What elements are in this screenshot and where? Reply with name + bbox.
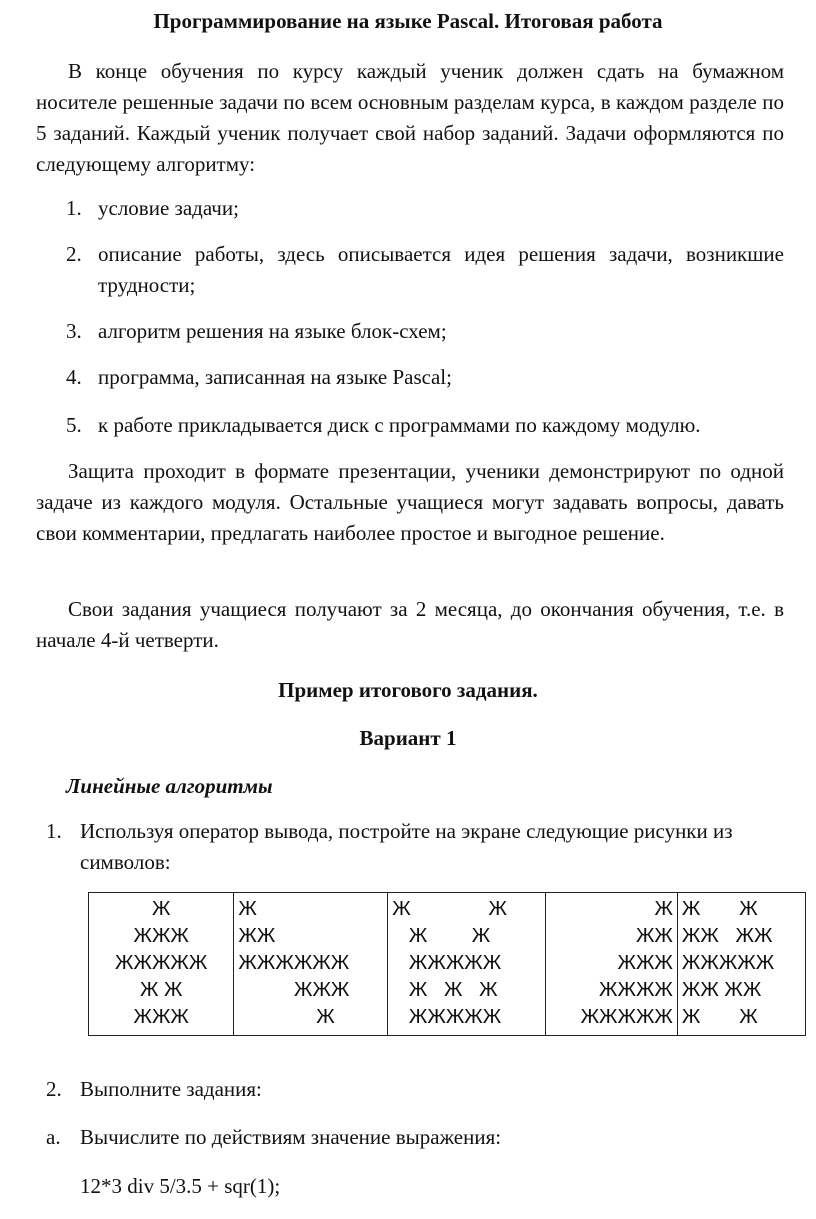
- variant-heading: Вариант 1: [359, 726, 457, 750]
- section-heading: Линейные алгоритмы: [66, 774, 273, 798]
- pattern-line: ЖЖ ЖЖ: [681, 925, 773, 947]
- pattern-line: ЖЖЖЖЖ: [392, 1006, 502, 1028]
- pattern-line: ЖЖЖЖЖЖ: [238, 952, 350, 974]
- task-text: Вычислите по действиям значение выражения:: [80, 1125, 502, 1149]
- document-title: Программирование на языке Pascal. Итоговая работа: [153, 9, 663, 33]
- pattern-cell-2: [234, 893, 388, 1036]
- pattern-line: ЖЖЖЖЖ: [115, 952, 208, 974]
- list-number: 2.: [66, 242, 82, 266]
- pattern-line: ЖЖЖЖЖ: [580, 1006, 673, 1028]
- pattern-cell-3: [388, 893, 546, 1036]
- symbol-patterns-table: [88, 892, 806, 1036]
- pattern-line: ЖЖ: [238, 925, 276, 947]
- list-item: [66, 362, 784, 393]
- list-item: [66, 193, 784, 224]
- pattern-line: ЖЖЖ: [238, 979, 350, 1001]
- pattern-line: Ж Ж: [139, 979, 183, 1001]
- task-number: 2.: [46, 1077, 62, 1101]
- task-a: [46, 1122, 784, 1153]
- deadline-paragraph: Свои задания учащиеся получают за 2 месяца, до окончания обучения, т.е. в начале 4-й четверти.: [36, 597, 784, 652]
- task-2: [46, 1074, 784, 1105]
- list-item: [66, 410, 784, 441]
- pattern-line: ЖЖЖ: [133, 925, 189, 947]
- pattern-cell-1: [89, 893, 234, 1036]
- pattern-line: ЖЖЖ: [617, 952, 673, 974]
- pattern-line: Ж Ж: [392, 898, 507, 920]
- defense-paragraph: Защита проходит в формате презентации, ученики демонстрируют по одной задаче из каждого модуля. Остальные учащиеся могут задавать вопросы, давать свои комментарии, предлагать наиболее простое и выгодное решение.: [36, 459, 784, 545]
- pattern-line: Ж Ж: [392, 925, 491, 947]
- expression: 12*3 div 5/3.5 + sqr(1);: [80, 1174, 281, 1198]
- task-letter: a.: [46, 1125, 61, 1149]
- pattern-line: ЖЖЖЖЖ: [681, 952, 775, 974]
- table-row: [89, 893, 806, 1036]
- pattern-line: ЖЖ: [635, 925, 673, 947]
- list-text: описание работы, здесь описывается идея решения задачи, возникшие трудности;: [98, 242, 784, 297]
- pattern-line: Ж Ж: [681, 898, 758, 920]
- task-1: [46, 816, 784, 878]
- pattern-line: ЖЖЖЖ: [599, 979, 673, 1001]
- example-heading: Пример итогового задания.: [278, 678, 538, 702]
- list-number: 5.: [66, 413, 82, 437]
- pattern-line: Ж Ж Ж: [392, 979, 498, 1001]
- list-text: условие задачи;: [98, 196, 239, 220]
- task-number: 1.: [46, 819, 62, 843]
- pattern-line: ЖЖЖЖЖ: [392, 952, 502, 974]
- list-number: 4.: [66, 365, 82, 389]
- pattern-cell-5: [677, 893, 805, 1036]
- pattern-cell-4: [546, 893, 678, 1036]
- pattern-line: Ж: [238, 1006, 335, 1028]
- pattern-line: Ж: [151, 898, 171, 920]
- task-text: Используя оператор вывода, постройте на экране следующие рисунки из символов:: [80, 819, 733, 874]
- list-item: [66, 239, 784, 301]
- list-text: к работе прикладывается диск с программами по каждому модулю.: [98, 413, 701, 437]
- list-number: 3.: [66, 319, 82, 343]
- list-text: программа, записанная на языке Pascal;: [98, 365, 452, 389]
- pattern-line: Ж: [654, 898, 673, 920]
- pattern-line: Ж Ж: [681, 1006, 758, 1028]
- pattern-line: Ж: [238, 898, 257, 920]
- pattern-line: ЖЖ ЖЖ: [681, 979, 762, 1001]
- list-number: 1.: [66, 196, 82, 220]
- pattern-line: ЖЖЖ: [133, 1006, 189, 1028]
- list-item: [66, 316, 784, 347]
- intro-paragraph: В конце обучения по курсу каждый ученик должен сдать на бумажном носителе решенные задачи по всем основным разделам курса, в каждом разделе по 5 заданий. Каждый ученик получает свой набор заданий. Задачи оформляются по следующему алгоритму:: [36, 59, 784, 176]
- task-text: Выполните задания:: [80, 1077, 262, 1101]
- list-text: алгоритм решения на языке блок-схем;: [98, 319, 447, 343]
